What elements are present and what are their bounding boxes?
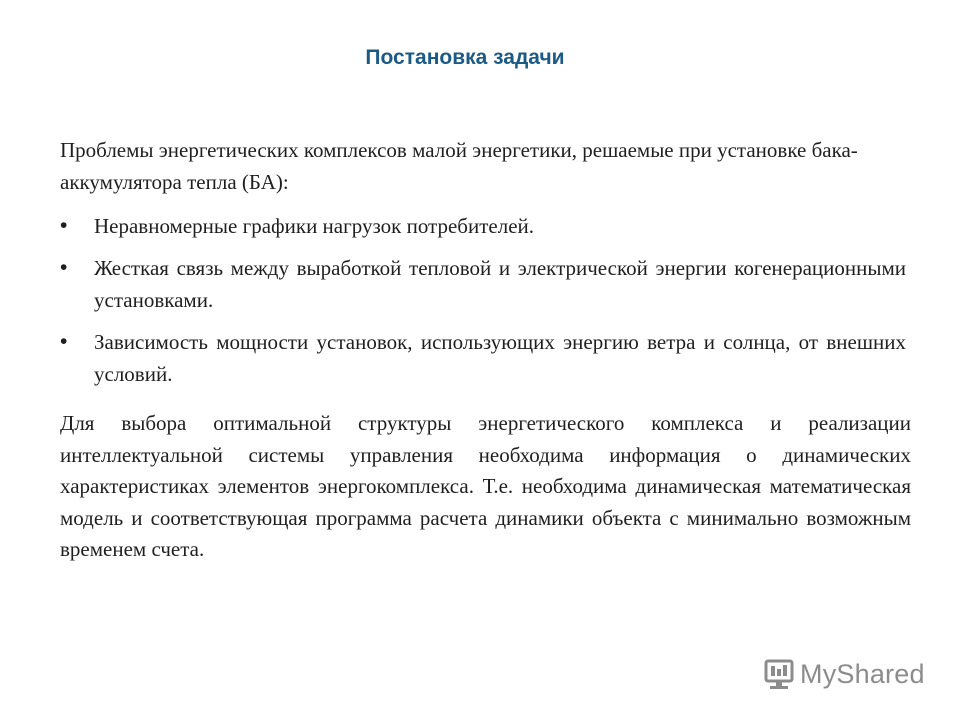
bullet-icon: • bbox=[60, 330, 68, 353]
bullet-icon: • bbox=[60, 256, 68, 279]
list-item bbox=[60, 326, 906, 390]
intro-text: Проблемы энергетических комплексов малой энергетики, решаемые при установке бака-аккумулятора тепла (БА): bbox=[60, 138, 858, 194]
watermark-text: MyShared bbox=[800, 658, 925, 689]
list-item-text: Неравномерные графики нагрузок потребителей. bbox=[94, 214, 535, 238]
list-item-text: Жесткая связь между выработкой тепловой и электрической энергии когенерационными установками. bbox=[94, 256, 906, 312]
bullet-icon: • bbox=[60, 214, 68, 237]
watermark-logo bbox=[764, 656, 925, 692]
problem-list bbox=[60, 210, 906, 400]
conclusion-paragraph: Для выбора оптимальной структуры энергетического комплекса и реализации интеллектуальной системы управления необходима информация о динамических характеристиках элементов энергокомплекса. Т.е. необходима динамическая математическая модель и соответствующая программа расчета динамики объекта с минимально возможным временем счета. bbox=[60, 411, 911, 561]
list-item bbox=[60, 210, 906, 242]
mobile-slide-icon bbox=[764, 657, 794, 691]
list-item-text: Зависимость мощности установок, использующих энергию ветра и солнца, от внешних условий. bbox=[94, 330, 906, 386]
list-item bbox=[60, 252, 906, 316]
slide-title: Постановка задачи bbox=[365, 46, 565, 69]
